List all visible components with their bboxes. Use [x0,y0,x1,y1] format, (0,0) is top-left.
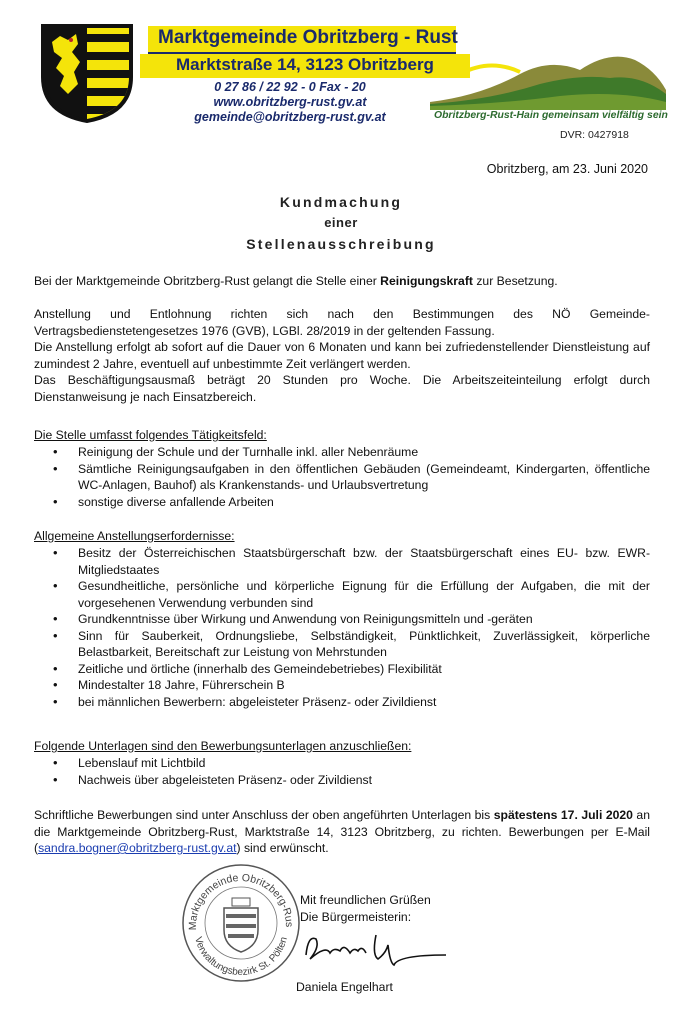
employment-duration: Die Anstellung erfolgt ab sofort auf die Dauer von 6 Monaten und kann bei zufriedenstellender Dienstleistung auf zumindest 2 Jahre, eventuell auf unbestimmte Zeit verlängert werden. [34,340,650,371]
application-email-link[interactable]: sandra.bogner@obritzberg-rust.gv.at [38,841,237,855]
list-item: • bei männlichen Bewerbern: abgeleisteter Präsenz- oder Zivildienst [34,694,650,711]
signer-name: Daniela Engelhart [296,980,393,994]
svg-text:Marktgemeinde Obritzberg-Rust: Marktgemeinde Obritzberg-Rus [186,871,296,931]
official-seal-icon [180,862,302,984]
list-item: • Lebenslauf mit Lichtbild [34,755,650,772]
list-item: • Grundkenntnisse über Wirkung und Anwendung von Reinigungsmitteln und -geräten [34,611,650,628]
closing-block [300,892,431,925]
employment-hours: Das Beschäftigungsausmaß beträgt 20 Stunden pro Woche. Die Arbeitszeiteinteilung erfolgt durch Dienstanweisung je nach Einsatzbereich. [34,373,650,404]
list-item: • Mindestalter 18 Jahre, Führerschein B [34,677,650,694]
address-banner [140,54,470,78]
list-item: • Sinn für Sauberkeit, Ordnungsliebe, Selbständigkeit, Pünktlichkeit, Zuverlässigkeit, körperliche Belastbarkeit, Bereitschaft zur Leistung von Mehrstunden [34,628,650,661]
website-link[interactable]: www.obritzberg-rust.gv.at [213,95,367,109]
title-line-2: einer [324,215,358,230]
hills-logo-icon [430,44,666,110]
requirements-list [34,545,650,710]
documents-list [34,755,650,788]
signature-icon [296,925,446,973]
deadline: spätestens 17. Juli 2020 [493,808,633,822]
list-item: • Nachweis über abgeleisteten Präsenz- oder Zivildienst [34,772,650,789]
employment-terms: Anstellung und Entlohnung richten sich nach den Bestimmungen des NÖ Gemeinde-Vertragsbedienstetengesetzes 1976 (GVB), LGBl. 28/2019 in der geltenden Fassung. [34,307,650,338]
tasks-heading: Die Stelle umfasst folgendes Tätigkeitsfeld: [34,428,267,442]
slogan: Obritzberg-Rust-Hain gemeinsam vielfältig sein [434,110,668,121]
requirements-heading: Allgemeine Anstellungserfordernisse: [34,529,235,543]
phone-fax: 0 27 86 / 22 92 - 0 Fax - 20 [214,80,366,94]
list-item: • Gesundheitliche, persönliche und körperliche Eignung für die Erfüllung der Aufgaben, die mit der vorgesehenen Verwendung verbunden sind [34,578,650,611]
org-name: Marktgemeinde Obritzberg - Rust [158,27,458,48]
tasks-list [34,444,650,510]
employment-paragraph [34,306,650,405]
list-item: • Sämtliche Reinigungsaufgaben in den öffentlichen Gebäuden (Gemeindeamt, Kindergarten, öffentliche WC-Anlagen, Bauhof) als Krankenstands- und Urlaubsvertretung [34,461,650,494]
list-item: • Zeitliche und örtliche (innerhalb des Gemeindebetriebes) Flexibilität [34,661,650,678]
email-link[interactable]: gemeinde@obritzberg-rust.gv.at [194,110,386,124]
application-paragraph: Schriftliche Bewerbungen sind unter Anschluss der oben angeführten Unterlagen bis spätestens 17. Juli 2020 an die Marktgemeinde Obritzberg-Rust, Marktstraße 14, 3123 Obritzberg, zu richten. Bewerbungen per E-Mail (sandra.bogner@obritzberg-rust.gv.at) sind erwünscht. [34,808,650,855]
closing-greeting: Mit freundlichen Grüßen [300,893,431,907]
org-address: Marktstraße 14, 3123 Obritzberg [176,55,434,74]
svg-text:Verwaltungsbezirk St. Pölten: Verwaltungsbezirk St. Pölten [192,935,290,979]
position-name: Reinigungskraft [380,274,473,288]
list-item: • Reinigung der Schule und der Turnhalle inkl. aller Nebenräume [34,444,650,461]
intro-paragraph: Bei der Marktgemeinde Obritzberg-Rust gelangt die Stelle einer Reinigungskraft zur Besetzung. [34,274,558,288]
title-line-3: Stellenausschreibung [246,236,436,252]
documents-heading: Folgende Unterlagen sind den Bewerbungsunterlagen anzuschließen: [34,739,412,753]
closing-role: Die Bürgermeisterin: [300,909,412,924]
title-line-1: Kundmachung [279,194,403,210]
date-line: Obritzberg, am 23. Juni 2020 [486,162,648,176]
coat-of-arms-icon [38,22,136,124]
dvr-number: DVR: 0427918 [560,129,629,141]
org-name-banner [148,26,456,52]
list-item: • sonstige diverse anfallende Arbeiten [34,494,650,511]
list-item: • Besitz der Österreichischen Staatsbürgerschaft bzw. der Staatsbürgerschaft eines EU- bzw. EWR-Mitgliedstaates [34,545,650,578]
